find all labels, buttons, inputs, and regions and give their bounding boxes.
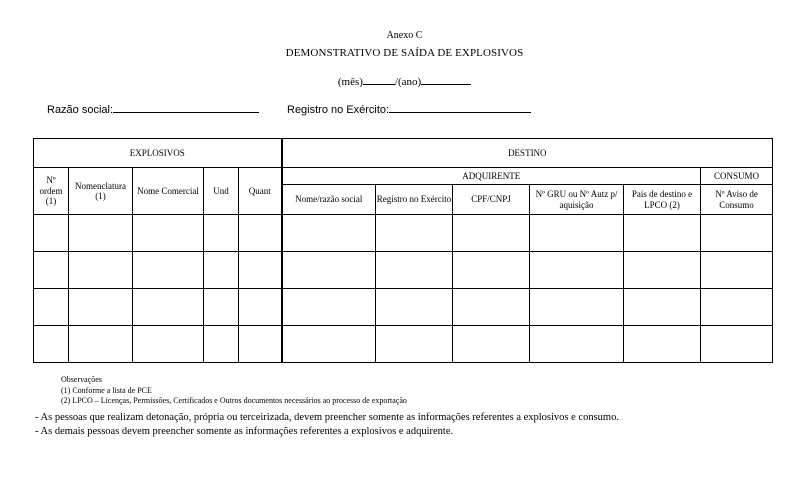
observation-note-2: (2) LPCO – Licenças, Permissões, Certificados e Outros documentos necessários ao processo de exportação	[61, 396, 407, 405]
table-cell[interactable]	[701, 326, 773, 363]
year-label: /(ano)	[394, 76, 422, 88]
table-cell[interactable]	[239, 289, 282, 326]
table-cell[interactable]	[376, 326, 453, 363]
group-destino: DESTINO	[282, 139, 773, 168]
table-cell[interactable]	[282, 289, 376, 326]
table-cell[interactable]	[34, 289, 69, 326]
table-row	[34, 289, 773, 326]
table-cell[interactable]	[69, 289, 133, 326]
observations	[61, 375, 407, 407]
table-cell[interactable]	[204, 289, 239, 326]
col-nomenclatura: Nomenclatura (1)	[69, 168, 133, 215]
col-pais-destino: País de destino e LPCO (2)	[624, 185, 701, 215]
col-quant: Quant	[239, 168, 282, 215]
table-cell[interactable]	[239, 326, 282, 363]
group-explosivos: EXPLOSIVOS	[34, 139, 282, 168]
group-consumo: CONSUMO	[701, 168, 773, 185]
col-und: Und	[204, 168, 239, 215]
col-gru-autz: Nº GRU ou Nº Autz p/ aquisição	[530, 185, 624, 215]
table-cell[interactable]	[376, 252, 453, 289]
col-ordem: Nº ordem (1)	[34, 168, 69, 215]
group-adquirente: ADQUIRENTE	[282, 168, 701, 185]
razao-social-label: Razão social:	[47, 104, 114, 116]
table-cell[interactable]	[34, 252, 69, 289]
table-cell[interactable]	[376, 289, 453, 326]
col-cpf-cnpj: CPF/CNPJ	[453, 185, 530, 215]
explosives-table	[33, 138, 773, 363]
period-line	[0, 73, 809, 88]
table-cell[interactable]	[282, 215, 376, 252]
table-cell[interactable]	[34, 326, 69, 363]
table-cell[interactable]	[624, 252, 701, 289]
col-aviso-consumo: Nº Aviso de Consumo	[701, 185, 773, 215]
table-cell[interactable]	[69, 326, 133, 363]
table-cell[interactable]	[239, 215, 282, 252]
table-cell[interactable]	[530, 215, 624, 252]
razao-social-blank[interactable]	[113, 101, 259, 113]
table-cell[interactable]	[133, 326, 204, 363]
table-cell[interactable]	[624, 289, 701, 326]
document-title: DEMONSTRATIVO DE SAÍDA DE EXPLOSIVOS	[285, 47, 524, 59]
table-cell[interactable]	[701, 215, 773, 252]
registro-exercito-label: Registro no Exército:	[287, 104, 390, 116]
col-nome-comercial: Nome Comercial	[133, 168, 204, 215]
table-cell[interactable]	[239, 252, 282, 289]
table-cell[interactable]	[530, 289, 624, 326]
table-cell[interactable]	[530, 252, 624, 289]
table-cell[interactable]	[133, 289, 204, 326]
table-cell[interactable]	[701, 289, 773, 326]
table-cell[interactable]	[453, 289, 530, 326]
table-cell[interactable]	[282, 252, 376, 289]
col-nome-razao-social: Nome/razão social	[282, 185, 376, 215]
table-cell[interactable]	[133, 215, 204, 252]
table-cell[interactable]	[453, 326, 530, 363]
table-cell[interactable]	[701, 252, 773, 289]
table-cell[interactable]	[530, 326, 624, 363]
month-label: (mês)	[337, 76, 363, 88]
table-cell[interactable]	[204, 252, 239, 289]
registro-exercito-field	[287, 101, 531, 116]
registro-exercito-blank[interactable]	[389, 101, 531, 113]
table-cell[interactable]	[69, 252, 133, 289]
table-cell[interactable]	[282, 326, 376, 363]
table-cell[interactable]	[453, 252, 530, 289]
observations-title: Observações	[61, 375, 102, 384]
table-cell[interactable]	[453, 215, 530, 252]
table-row	[34, 252, 773, 289]
col-registro-exercito: Registro no Exército	[376, 185, 453, 215]
table-cell[interactable]	[376, 215, 453, 252]
razao-social-field	[47, 101, 259, 116]
table-row	[34, 215, 773, 252]
table-cell[interactable]	[133, 252, 204, 289]
table-cell[interactable]	[69, 215, 133, 252]
table-cell[interactable]	[624, 326, 701, 363]
year-blank[interactable]	[421, 73, 471, 85]
table-cell[interactable]	[34, 215, 69, 252]
month-blank[interactable]	[363, 73, 395, 85]
table-row	[34, 326, 773, 363]
instruction-acquirer: - As demais pessoas devem preencher somente as informações referentes a explosivos e adquirente.	[35, 426, 454, 437]
table-cell[interactable]	[624, 215, 701, 252]
table-cell[interactable]	[204, 326, 239, 363]
table-cell[interactable]	[204, 215, 239, 252]
instruction-detonation: - As pessoas que realizam detonação, própria ou terceirizada, devem preencher somente as informações referentes a explosivos e consumo.	[35, 412, 619, 423]
annex-label: Anexo C	[386, 30, 423, 41]
instructions	[35, 411, 619, 439]
observation-note-1: (1) Conforme a lista de PCE	[61, 385, 152, 395]
